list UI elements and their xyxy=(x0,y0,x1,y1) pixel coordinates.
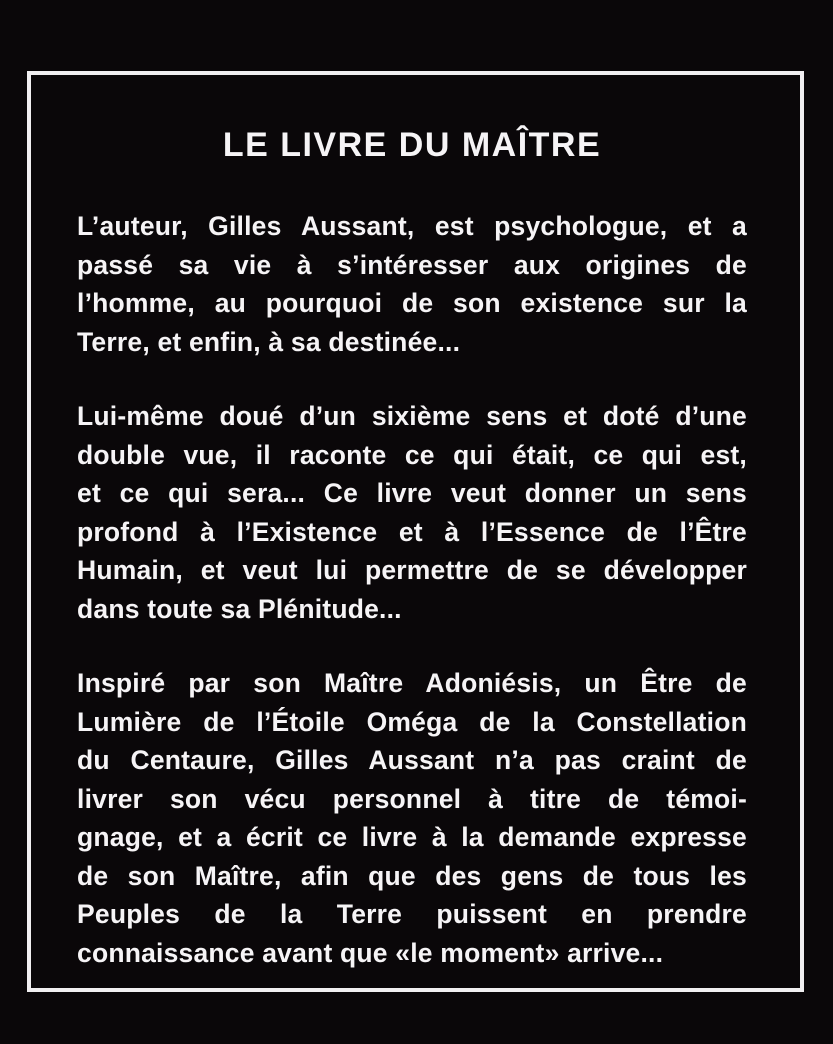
paragraph-author xyxy=(77,207,747,361)
cover-border-frame xyxy=(27,71,804,992)
book-title: LE LIVRE DU MAÎTRE xyxy=(222,126,602,164)
text-line: du Centaure, Gilles Aussant n’a pas craint de xyxy=(77,745,747,775)
paragraph-inspiration xyxy=(77,664,747,972)
paragraph-sixth-sense xyxy=(77,397,747,628)
text-line: livrer son vécu personnel à titre de témoi- xyxy=(77,783,747,814)
text-line: l’homme, au pourquoi de son existence sur la xyxy=(77,288,747,318)
text-line: profond à l’Existence et à l’Essence de l’Être xyxy=(77,516,747,547)
text-line: Terre, et enfin, à sa destinée... xyxy=(77,326,461,357)
text-line: Peuples de la Terre puissent en prendre xyxy=(77,899,747,929)
text-line: Humain, et veut lui permettre de se développer xyxy=(77,555,747,585)
text-line: Inspiré par son Maître Adoniésis, un Être de xyxy=(77,668,747,698)
text-line: et ce qui sera... Ce livre veut donner un sens xyxy=(77,478,747,508)
text-line: Lui-même doué d’un sixième sens et doté d’une xyxy=(77,401,747,431)
text-line: Lumière de l’Étoile Oméga de la Constellation xyxy=(77,706,747,737)
text-line: passé sa vie à s’intéresser aux origines de xyxy=(77,249,747,280)
text-line: L’auteur, Gilles Aussant, est psychologue, et a xyxy=(77,211,747,241)
text-line: de son Maître, afin que des gens de tous les xyxy=(77,860,747,891)
cover-text-block xyxy=(31,75,800,988)
text-line: double vue, il raconte ce qui était, ce qui est, xyxy=(77,439,747,470)
text-line: dans toute sa Plénitude... xyxy=(77,593,402,624)
text-line: connaissance avant que «le moment» arrive... xyxy=(77,937,664,968)
text-line: gnage, et a écrit ce livre à la demande expresse xyxy=(77,822,747,852)
